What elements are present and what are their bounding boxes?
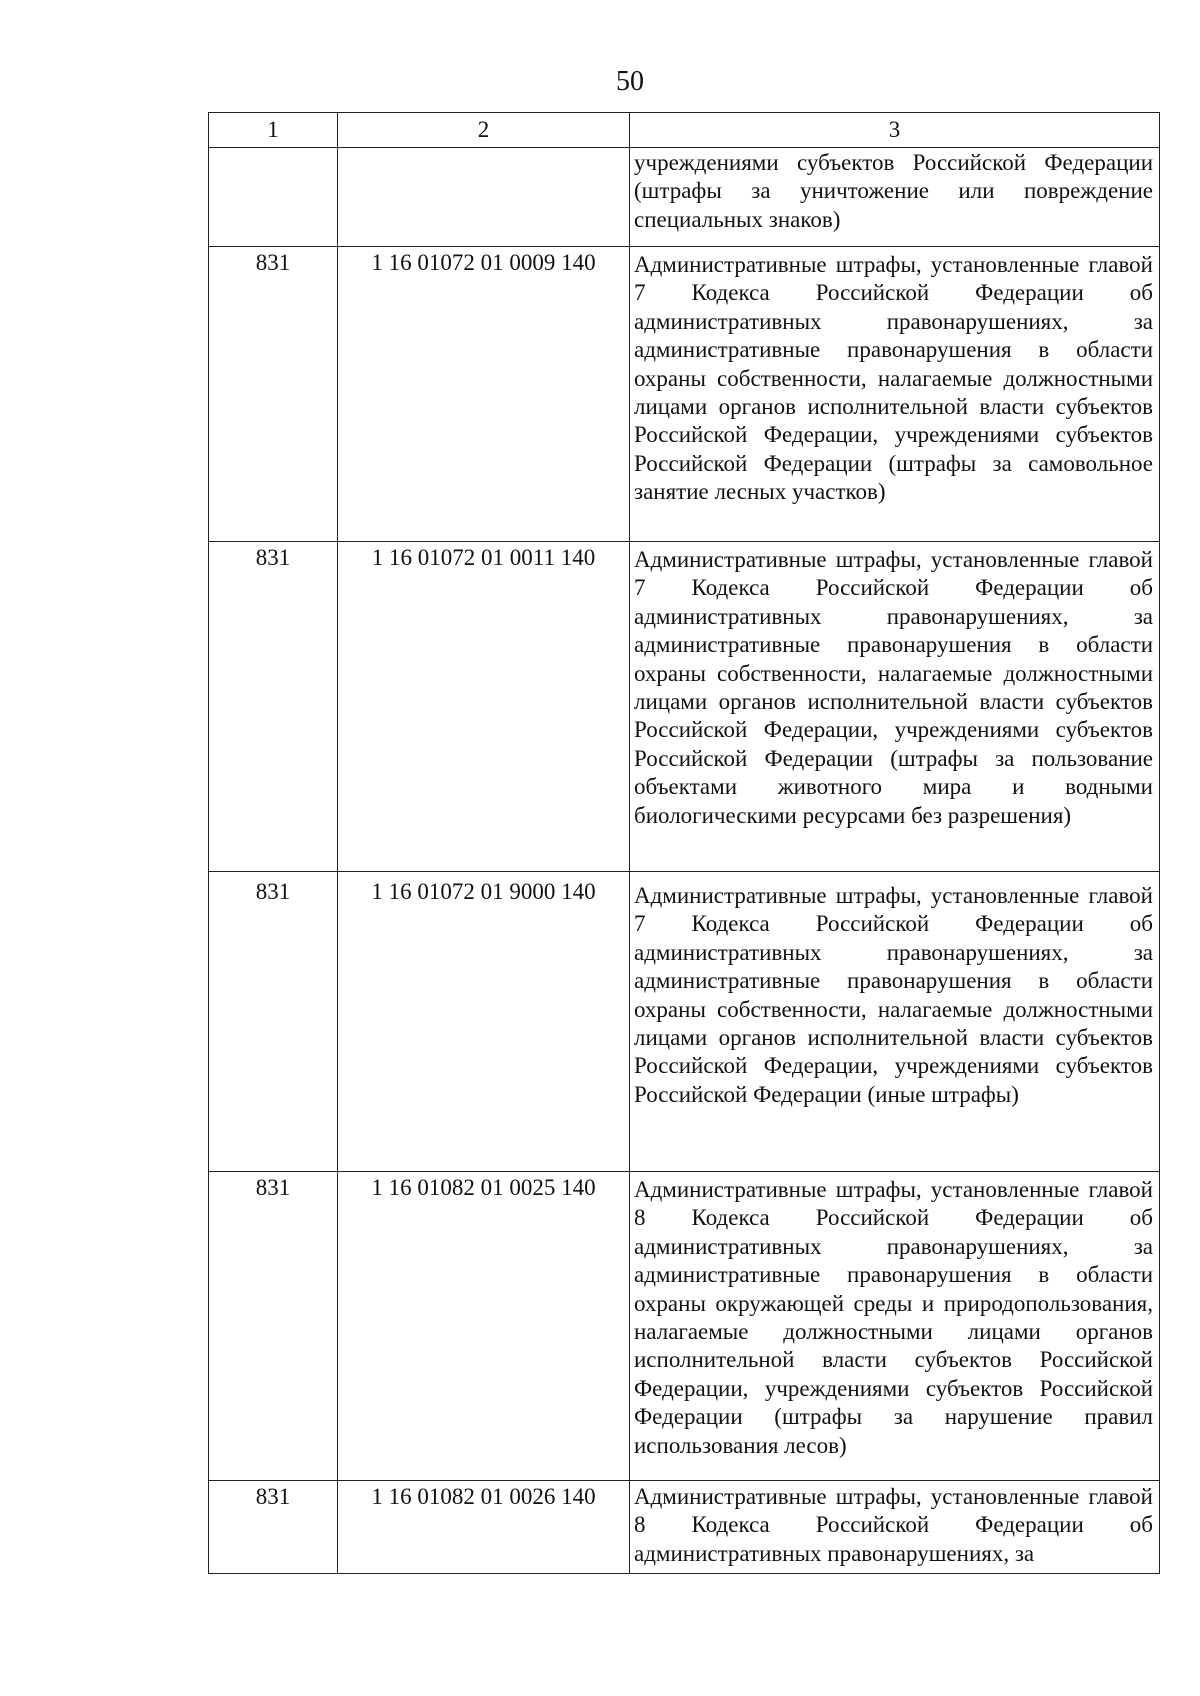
- header-cell-3: 3: [630, 113, 1160, 148]
- description-text: Административные штрафы, установленные главой 8 Кодекса Российской Федерации об административных правонарушениях, за административные правонарушения в области охраны окружающей среды и природопользования, налагаемые должностными лицами органов исполнительной власти субъектов Российской Федерации, учреждениями субъектов Российской Федерации (штрафы за нарушение правил использования лесов): [634, 1177, 1153, 1458]
- budget-code-cell: 1 16 01082 01 0025 140: [338, 1172, 630, 1481]
- page-number: 50: [616, 66, 644, 97]
- budget-code-cell: 1 16 01072 01 9000 140: [338, 872, 630, 1172]
- admin-code-cell: 831: [209, 872, 338, 1172]
- header-cell-1: 1: [209, 113, 338, 148]
- description-cell: [630, 1481, 1160, 1574]
- budget-code-cell: 1 16 01082 01 0026 140: [338, 1481, 630, 1574]
- description-text: Административные штрафы, установленные главой 7 Кодекса Российской Федерации об административных правонарушениях, за административные правонарушения в области охраны собственности, налагаемые должностными лицами органов исполнительной власти субъектов Российской Федерации, учреждениями субъектов Российской Федерации (иные штрафы): [634, 883, 1153, 1107]
- table-row: [209, 247, 1160, 542]
- admin-code-cell: 831: [209, 247, 338, 542]
- budget-code-cell: [338, 148, 630, 247]
- description-text: Административные штрафы, установленные главой 8 Кодекса Российской Федерации об административных правонарушениях, за: [634, 1484, 1153, 1566]
- table-row: [209, 1481, 1160, 1574]
- table-row: [209, 148, 1160, 247]
- description-cell: [630, 1172, 1160, 1481]
- admin-code-cell: 831: [209, 1172, 338, 1481]
- admin-code-cell: 831: [209, 1481, 338, 1574]
- admin-code-cell: 831: [209, 542, 338, 872]
- table-row: [209, 872, 1160, 1172]
- fees-table: [208, 112, 1160, 1574]
- table-row: [209, 1172, 1160, 1481]
- description-text: Административные штрафы, установленные главой 7 Кодекса Российской Федерации об административных правонарушениях, за административные правонарушения в области охраны собственности, налагаемые должностными лицами органов исполнительной власти субъектов Российской Федерации, учреждениями субъектов Российской Федерации (штрафы за самовольное занятие лесных участков): [634, 252, 1153, 505]
- description-cell: [630, 872, 1160, 1172]
- admin-code-cell: [209, 148, 338, 247]
- header-cell-2: 2: [338, 113, 630, 148]
- description-cell: [630, 542, 1160, 872]
- description-cell: [630, 247, 1160, 542]
- description-text: Административные штрафы, установленные главой 7 Кодекса Российской Федерации об административных правонарушениях, за административные правонарушения в области охраны собственности, налагаемые должностными лицами органов исполнительной власти субъектов Российской Федерации, учреждениями субъектов Российской Федерации (штрафы за пользование объектами животного мира и водными биологическими ресурсами без разрешения): [634, 547, 1153, 828]
- budget-code-cell: 1 16 01072 01 0009 140: [338, 247, 630, 542]
- table-row: [209, 542, 1160, 872]
- budget-code-cell: 1 16 01072 01 0011 140: [338, 542, 630, 872]
- description-text: учреждениями субъектов Российской Федерации (штрафы за уничтожение или повреждение специальных знаков): [634, 150, 1153, 232]
- table-header-row: [209, 113, 1160, 148]
- description-cell: [630, 148, 1160, 247]
